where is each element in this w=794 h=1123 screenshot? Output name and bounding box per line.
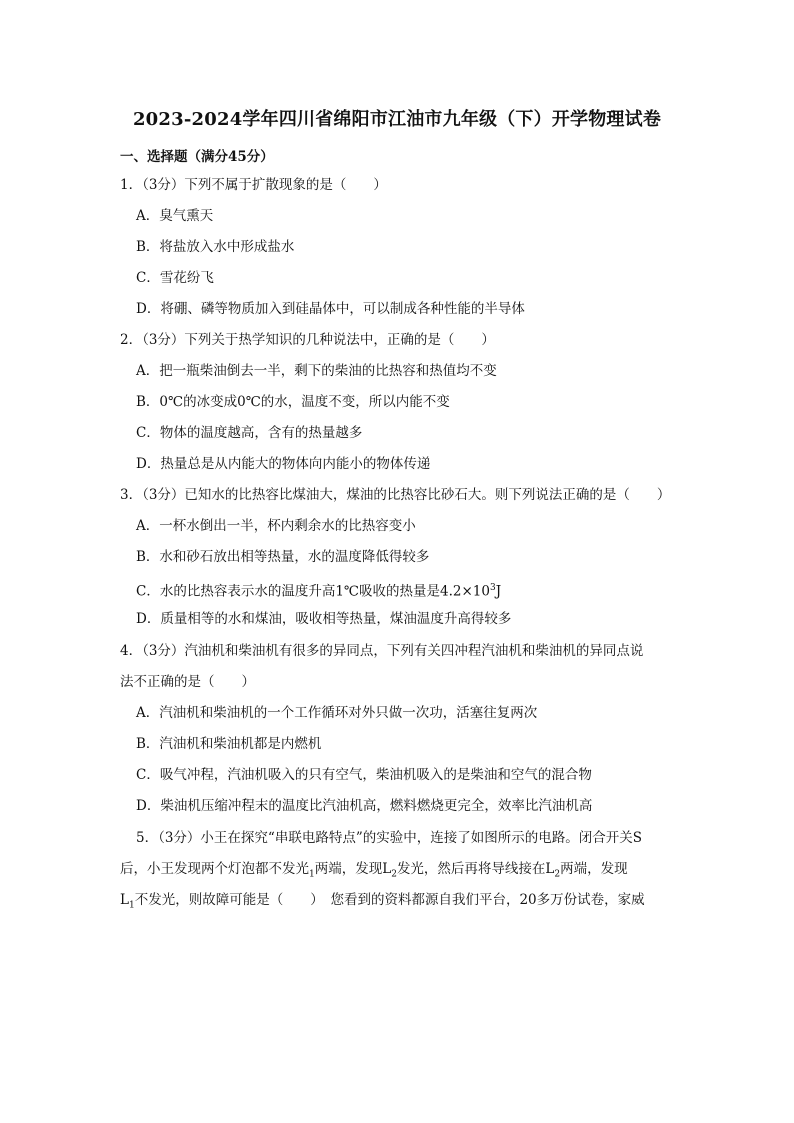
- exam-title: 2023-2024学年四川省绵阳市江油市九年级（下）开学物理试卷: [132, 109, 662, 130]
- question-3-option-a: A．一杯水倒出一半，杯内剩余水的比热容变小: [136, 518, 416, 534]
- question-2-option-d: D．热量总是从内能大的物体向内能小的物体传递: [136, 456, 431, 472]
- question-4-option-c: C．吸气冲程，汽油机吸入的只有空气，柴油机吸入的是柴油和空气的混合物: [136, 767, 592, 783]
- question-1-stem: 1．（3分）下列不属于扩散现象的是（ ）: [120, 177, 387, 193]
- question-2-option-a: A．把一瓶柴油倒去一半，剩下的柴油的比热容和热值均不变: [136, 363, 497, 379]
- question-1-option-c: C．雪花纷飞: [136, 270, 214, 286]
- question-1-option-b: B．将盐放入水中形成盐水: [136, 239, 295, 255]
- section-heading: 一、选择题（满分45分）: [120, 149, 274, 165]
- question-4-stem: 4．（3分）汽油机和柴油机有很多的异同点，下列有关四冲程汽油机和柴油机的异同点说: [120, 643, 644, 659]
- q5-sub-1: 1: [309, 869, 315, 880]
- q5-sub-2: 2: [391, 869, 397, 880]
- q5-text-b: 两端，发现L: [314, 861, 392, 877]
- question-2-option-c: C．物体的温度越高，含有的热量越多: [136, 425, 363, 441]
- question-2-stem: 2．（3分）下列关于热学知识的几种说法中，正确的是（ ）: [120, 332, 495, 348]
- question-3-option-c-unit: J: [495, 583, 502, 600]
- question-4-option-a: A．汽油机和柴油机的一个工作循环对外只做一次功，活塞往复两次: [136, 705, 538, 721]
- q5-text-c: 发光，然后再将导线接在L: [396, 861, 555, 877]
- question-3-option-c: [136, 579, 501, 601]
- question-3-option-c-text: C．水的比热容表示水的温度升高1℃吸收的热量是4.2×10: [136, 583, 490, 600]
- question-3-option-b: B．水和砂石放出相等热量，水的温度降低得较多: [136, 549, 430, 565]
- question-4-option-d: D．柴油机压缩冲程末的温度比汽油机高，燃料燃烧更完全，效率比汽油机高: [136, 798, 593, 814]
- q5-text-d: 两端，发现: [560, 861, 628, 877]
- question-3-option-c-exponent: 3: [489, 583, 496, 593]
- q5-text-f: 不发光，则故障可能是（ ） 您看到的资料都源自我们平台，20多万份试卷，家威: [134, 892, 645, 908]
- q5-sub-3: 2: [554, 869, 561, 880]
- question-2-option-b: B．0℃的冰变成0℃的水，温度不变，所以内能不变: [136, 394, 450, 410]
- question-4-stem-continued: 法不正确的是（ ）: [120, 674, 255, 690]
- question-5-line-1: 5．（3分）小王在探究“串联电路特点”的实验中，连接了如图所示的电路。闭合开关S: [136, 830, 642, 846]
- q5-sub-4: 1: [128, 900, 135, 911]
- question-1-option-a: A．臭气熏天: [136, 208, 214, 224]
- question-3-stem: 3．（3分）已知水的比热容比煤油大，煤油的比热容比砂石大。则下列说法正确的是（ ）: [120, 487, 671, 503]
- question-1-option-d: D．将硼、磷等物质加入到硅晶体中，可以制成各种性能的半导体: [136, 301, 525, 317]
- question-3-option-d: D．质量相等的水和煤油，吸收相等热量，煤油温度升高得较多: [136, 611, 512, 627]
- q5-text-a: 后，小王发现两个灯泡都不发光: [120, 861, 309, 877]
- question-5-line-2: [120, 860, 628, 884]
- question-4-option-b: B．汽油机和柴油机都是内燃机: [136, 736, 322, 752]
- q5-text-e: L: [120, 892, 129, 908]
- question-5-line-3: [120, 891, 645, 915]
